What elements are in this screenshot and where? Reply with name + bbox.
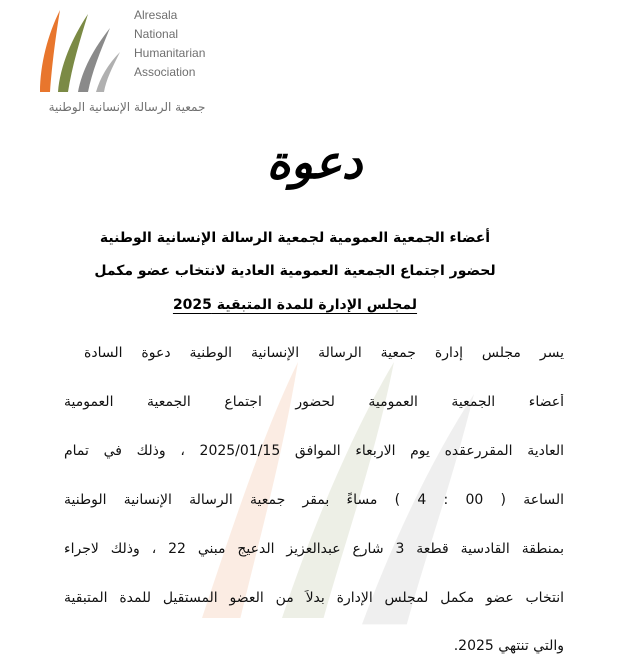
- body-line-7: والتي تنتهي 2025.: [453, 638, 564, 654]
- org-name-en-line: Association: [134, 65, 196, 79]
- body-line-5: بمنطقة القادسية قطعة 3 شارع عبدالعزيز الدعيج مبني 22 ، وذلك لاجراء: [64, 541, 564, 557]
- body-line-6: انتخاب عضو مكمل لمجلس الإدارة بدلاً من العضو المستقيل للمدة المتبقية: [64, 590, 564, 606]
- body-line-2: أعضاء الجمعية العمومية لحضور اجتماع الجمعية العمومية: [64, 394, 564, 410]
- heading-line-2: لحضور اجتماع الجمعية العمومية العادية لانتخاب عضو مكمل: [94, 263, 496, 279]
- org-name-ar: جمعية الرسالة الإنسانية الوطنية: [48, 100, 206, 114]
- org-name-en-line: Humanitarian: [134, 46, 206, 60]
- org-name-en-line: National: [134, 27, 179, 41]
- logo-icon: [34, 4, 124, 96]
- page-title: دعوة: [266, 135, 363, 189]
- body-line-3: العادية المقررعقده يوم الاربعاء الموافق 2025/01/15 ، وذلك في تمام: [64, 443, 564, 459]
- body-line-4: الساعة ( 00 : 4 ) مساءً بمقر جمعية الرسالة الإنسانية الوطنية: [64, 492, 564, 508]
- org-name-en: [134, 6, 205, 82]
- heading-line-3: لمجلس الإدارة للمدة المتبقية 2025: [172, 297, 418, 313]
- heading-line-1: أعضاء الجمعية العمومية لجمعية الرسالة الإنسانية الوطنية: [99, 230, 491, 246]
- org-name-en-line: Alresala: [134, 8, 178, 22]
- body-line-1: يسر مجلس إدارة جمعية الرسالة الإنسانية الوطنية دعوة السادة: [84, 345, 564, 361]
